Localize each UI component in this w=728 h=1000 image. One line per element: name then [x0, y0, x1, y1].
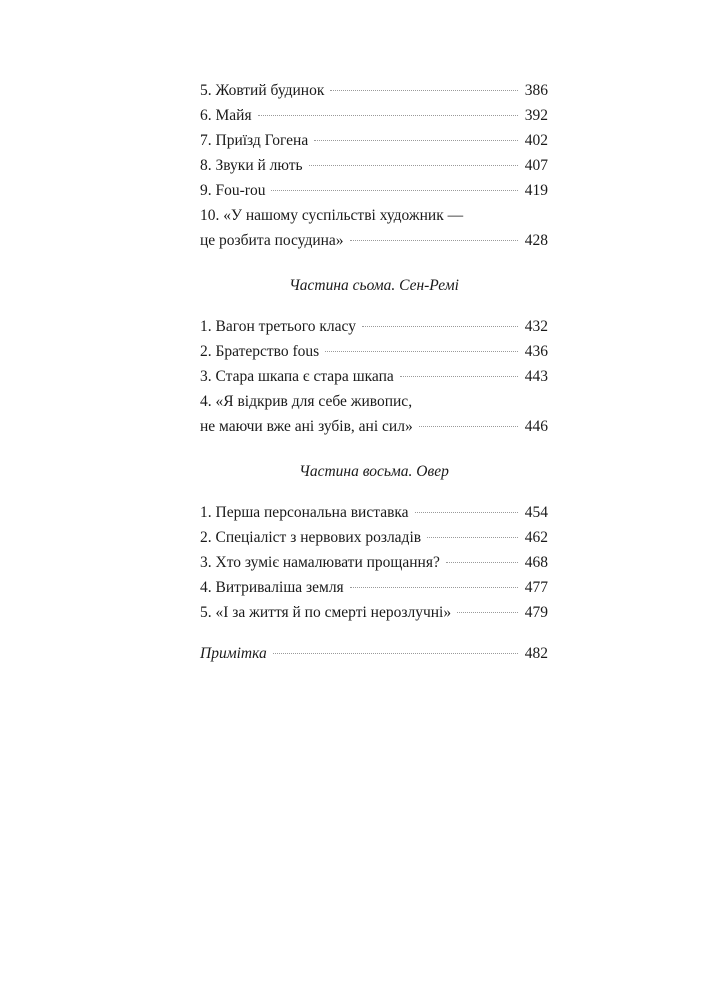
- dot-leader: [415, 512, 518, 513]
- toc-entry: [200, 364, 548, 389]
- dot-leader: [309, 165, 518, 166]
- toc-entry: [200, 203, 548, 253]
- dot-leader: [258, 115, 518, 116]
- dot-leader: [362, 326, 518, 327]
- toc-entry-title: Примітка: [200, 645, 267, 662]
- toc-entry-page: 428: [524, 232, 548, 249]
- dot-leader: [400, 376, 518, 377]
- toc-entry: [200, 153, 548, 178]
- toc-entry-title-line2: не маючи вже ані зубів, ані сил»: [200, 418, 413, 435]
- toc-entry-page: 446: [524, 418, 548, 435]
- dot-leader: [330, 90, 518, 91]
- toc-entry-title-line2: це розбита посудина»: [200, 232, 344, 249]
- toc-entry: [200, 78, 548, 103]
- toc-entry-page: 468: [524, 554, 548, 571]
- dot-leader: [457, 612, 518, 613]
- dot-leader: [271, 190, 518, 191]
- dot-leader: [350, 240, 518, 241]
- toc-entry-page: 419: [524, 182, 548, 199]
- toc-entry-title: 1. Вагон третього класу: [200, 318, 356, 335]
- toc-entry-page: 392: [524, 107, 548, 124]
- dot-leader: [427, 537, 518, 538]
- toc-entry-page: 436: [524, 343, 548, 360]
- part-heading: Частина восьма. Овер: [299, 463, 449, 480]
- toc-entry-title-line1: 4. «Я відкрив для себе живопис,: [200, 393, 413, 410]
- toc-entry: [200, 314, 548, 339]
- toc-entry-title: 6. Майя: [200, 107, 252, 124]
- toc-entry-title: 3. Стара шкапа є стара шкапа: [200, 368, 394, 385]
- toc-entry-page: 407: [524, 157, 548, 174]
- dot-leader: [273, 653, 518, 654]
- toc-entry-page: 443: [524, 368, 548, 385]
- dot-leader: [350, 587, 518, 588]
- toc-entry: [200, 178, 548, 203]
- toc-entry-note: [200, 641, 548, 666]
- table-of-contents: [200, 78, 548, 666]
- dot-leader: [419, 426, 518, 427]
- toc-entry-title: 2. Братерство fous: [200, 343, 320, 360]
- dot-leader: [446, 562, 518, 563]
- toc-entry-page: 482: [524, 645, 548, 662]
- toc-entry-page: 432: [524, 318, 548, 335]
- dot-leader: [314, 140, 518, 141]
- toc-entry-title-line1: 10. «У нашому суспільстві художник —: [200, 207, 464, 224]
- toc-entry: [200, 600, 548, 625]
- toc-entry-title: 1. Перша персональна виставка: [200, 504, 409, 521]
- toc-entry-page: 477: [524, 579, 548, 596]
- toc-entry: [200, 389, 548, 439]
- toc-entry: [200, 339, 548, 364]
- toc-entry-page: 402: [524, 132, 548, 149]
- toc-entry: [200, 500, 548, 525]
- toc-entry: [200, 525, 548, 550]
- toc-entry-title: 5. Жовтий будинок: [200, 82, 325, 99]
- toc-entry-page: 479: [524, 604, 548, 621]
- toc-entry-page: 454: [524, 504, 548, 521]
- toc-entry-title: 7. Приїзд Гогена: [200, 132, 309, 149]
- toc-entry-page: 386: [524, 82, 548, 99]
- toc-entry-page: 462: [524, 529, 548, 546]
- toc-entry: [200, 575, 548, 600]
- toc-entry-title: 8. Звуки й лють: [200, 157, 303, 174]
- toc-entry-title: 3. Хто зуміє намалювати прощання?: [200, 554, 440, 571]
- toc-entry-title: 5. «І за життя й по смерті нерозлучні»: [200, 604, 452, 621]
- dot-leader: [325, 351, 518, 352]
- part-heading: Частина сьома. Сен-Ремі: [289, 277, 459, 294]
- toc-entry: [200, 550, 548, 575]
- toc-entry-title: 2. Спеціаліст з нервових розладів: [200, 529, 422, 546]
- toc-entry: [200, 128, 548, 153]
- toc-entry-title: 4. Витриваліша земля: [200, 579, 344, 596]
- toc-entry-title: 9. Fou-rou: [200, 182, 266, 199]
- toc-entry: [200, 103, 548, 128]
